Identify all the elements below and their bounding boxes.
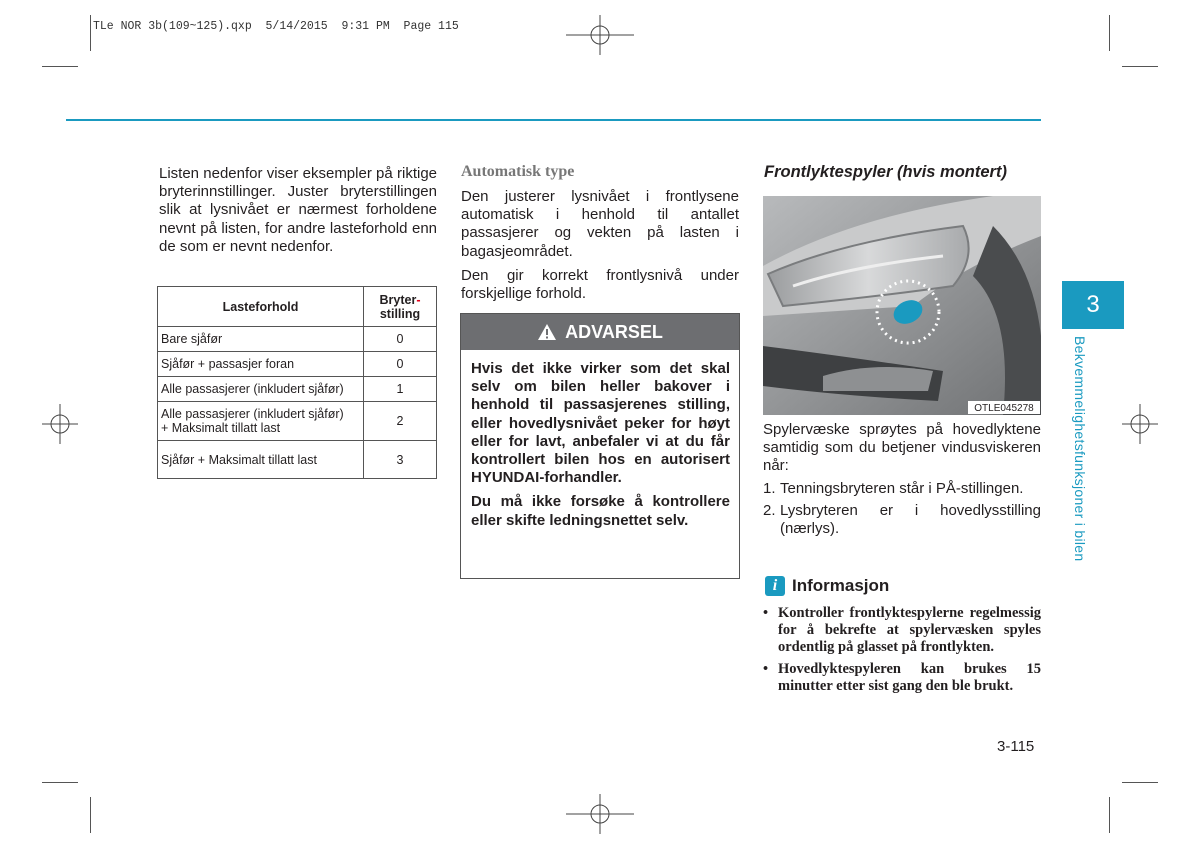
chapter-tab — [1062, 281, 1124, 329]
cell-value: 1 — [364, 377, 437, 402]
table-row — [158, 377, 437, 402]
info-bullets — [763, 605, 1041, 700]
table-header-row — [158, 287, 437, 327]
bullet-text: Kontroller frontlyktespylerne regelmessig for å bekrefte at spylervæsken spyles ordentlig på glasset på frontlykten. — [778, 605, 1041, 655]
chapter-number: 3 — [1086, 291, 1100, 318]
list-item — [763, 480, 1041, 498]
cell-condition-line2: + Maksimalt tillatt last — [161, 421, 281, 435]
automatic-paragraph-1: Den justerer lysnivået i frontlysene automatisk i henhold til antallet passasjerer og vekten på lasten i bagasjeområdet. — [461, 188, 739, 260]
cell-condition-line1: Alle passasjerer (inkludert sjåfør) — [161, 407, 344, 421]
automatic-paragraph-2: Den gir korrekt frontlysnivå under forskjellige forhold. — [461, 266, 739, 303]
cell-condition — [158, 402, 364, 441]
load-table — [157, 286, 437, 479]
cell-value: 0 — [364, 352, 437, 377]
headlamp-washer-text — [763, 421, 1041, 542]
bullet-dot: • — [763, 605, 769, 621]
condition-list — [763, 480, 1041, 539]
cell-condition: Alle passasjerer (inkludert sjåfør) — [158, 377, 364, 402]
header-rule — [66, 119, 1041, 121]
bullet-item — [763, 661, 1041, 695]
warning-paragraph-2: Du må ikke forsøke å kontrollere eller skifte ledningsnettet selv. — [471, 493, 730, 529]
warning-title: ADVARSEL — [565, 321, 663, 342]
cell-value: 2 — [364, 402, 437, 441]
section-heading-headlamp-washer: Frontlyktespyler (hvis montert) — [764, 163, 1007, 181]
info-icon: i — [765, 576, 785, 596]
list-text: Tenningsbryteren står i PÅ-stillingen. — [780, 479, 1024, 497]
header-switch-hyphen: - — [416, 292, 421, 307]
cell-condition: Sjåfør + passasjer foran — [158, 352, 364, 377]
cell-value: 0 — [364, 327, 437, 352]
warning-box — [460, 313, 740, 579]
cell-condition: Bare sjåfør — [158, 327, 364, 352]
page-number: 3-115 — [997, 738, 1035, 755]
list-item — [763, 502, 1041, 538]
headlamp-washer-paragraph: Spylervæske sprøytes på hovedlyktene samtidig som du betjener vindusviskeren når: — [763, 421, 1041, 475]
bullet-text: Hovedlyktespyleren kan brukes 15 minutter etter sist gang den ble brukt. — [778, 661, 1041, 694]
table-row — [158, 402, 437, 441]
table-row — [158, 352, 437, 377]
section-heading-automatic: Automatisk type — [461, 163, 575, 180]
header-switch-b: stilling — [379, 306, 421, 321]
list-text: Lysbryteren er i hovedlysstilling (nærlys). — [780, 501, 1041, 538]
intro-paragraph: Listen nedenfor viser eksempler på riktige bryterinnstillinger. Juster bryterstillingen slik at lysnivået er nærmest forholdene nevnt på listen, for andre lasteforhold enn de som er nevnt nedenfor. — [159, 165, 437, 255]
bullet-dot: • — [763, 661, 769, 677]
info-title: Informasjon — [792, 576, 890, 595]
info-heading — [765, 576, 889, 596]
car-front-illustration — [763, 196, 1041, 415]
list-number: 1. — [763, 479, 776, 497]
list-number: 2. — [763, 501, 776, 519]
warning-header — [461, 314, 739, 350]
header-load-condition: Lasteforhold — [158, 287, 364, 327]
table-row — [158, 441, 437, 479]
header-switch-a: Bryter — [379, 292, 417, 307]
warning-paragraph-1: Hvis det ikke virker som det skal selv om bilen heller bakover i henhold til passasjerenes stilling, eller hovedlysnivået peker for høyt eller for lavt, anbefaler vi at du får kontrollert bilen hos en autorisert HYUNDAI-forhandler. — [471, 360, 730, 487]
warning-triangle-icon — [537, 323, 557, 341]
table-row — [158, 327, 437, 352]
chapter-title-vertical: Bekvemmelighetsfunksjoner i bilen — [1072, 336, 1088, 562]
header-switch-position — [364, 287, 437, 327]
cell-value: 3 — [364, 441, 437, 479]
automatic-text — [461, 188, 739, 309]
warning-body — [461, 350, 739, 530]
image-code-label: OTLE045278 — [974, 403, 1034, 414]
cell-condition: Sjåfør + Maksimalt tillatt last — [158, 441, 364, 479]
bullet-item — [763, 605, 1041, 656]
printer-slug: TLe NOR 3b(109~125).qxp 5/14/2015 9:31 PM Page 115 — [93, 20, 459, 33]
headlamp-washer-photo — [763, 196, 1041, 415]
